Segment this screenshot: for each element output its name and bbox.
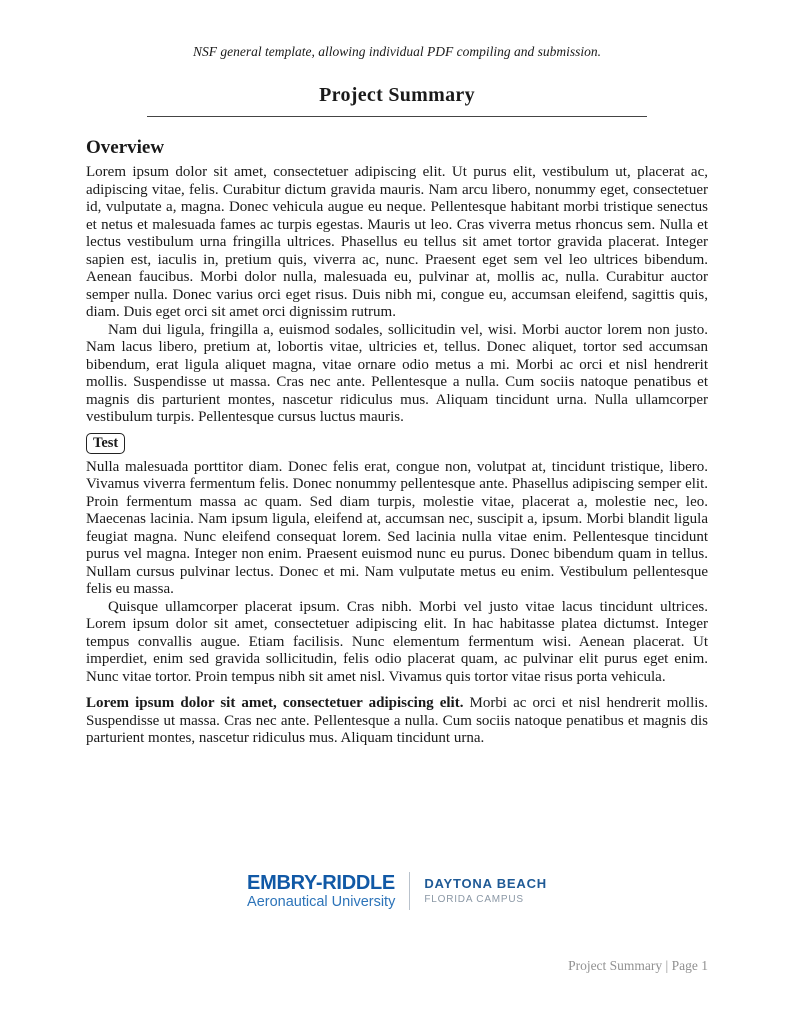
- section-heading-overview: Overview: [86, 137, 165, 158]
- paragraph-4: Quisque ullamcorper placerat ipsum. Cras nibh. Morbi vel justo vitae lacus tincidunt ultrices. Lorem ipsum dolor sit amet, consectetuer adipiscing elit. In hac habitasse platea dictumst. Integer tempus convallis augue. Etiam facilisis. Nunc elementum fermentum wisi. Aenean placerat. Ut imperdiet, enim sed gravida sollicitudin, felis odio placerat quam, ac pulvinar elit purus eget enim. Nunc vitae tortor. Proin tempus nibh sit amet nisl. Vivamus quis tortor vitae risus porta vehicula.: [86, 598, 708, 685]
- page-title: Project Summary: [319, 84, 475, 106]
- header-note: NSF general template, allowing individual PDF compiling and submission.: [193, 44, 601, 59]
- paragraph-1: Lorem ipsum dolor sit amet, consectetuer adipiscing elit. Ut purus elit, vestibulum ut, placerat ac, adipiscing vitae, felis. Curabitur dictum gravida mauris. Nam arcu libero, nonummy eget, consectetuer id, vulputate a, magna. Donec vehicula augue eu neque. Pellentesque habitant morbi tristique senectus et netus et malesuada fames ac turpis egestas. Mauris ut leo. Cras viverra metus rhoncus sem. Nulla et lectus vestibulum urna fringilla ultrices. Phasellus eu tellus sit amet tortor gravida placerat. Integer sapien est, iaculis in, pretium quis, viverra ac, nunc. Praesent eget sem vel leo ultrices bibendum. Aenean faucibus. Morbi dolor nulla, malesuada eu, pulvinar at, mollis ac, nulla. Curabitur auctor semper nulla. Donec varius orci eget risus. Duis nibh mi, congue eu, accumsan eleifend, sagittis quis, diam. Duis eget orci sit amet orci dignissim rutrum.: [86, 164, 708, 320]
- paragraph-5: [86, 695, 708, 748]
- logo-university-name: EMBRY-RIDDLE: [247, 871, 395, 894]
- paragraph-5-rest: Morbi ac orci et nisl hendrerit mollis. Suspendisse ut massa. Cras nec ante. Pellentesque a nulla. Cum sociis natoque penatibus et magnis dis parturient montes, nascetur ridiculus mus. Aliquam tincidunt urna.: [86, 695, 708, 746]
- logo-campus-block: [410, 877, 547, 906]
- page-content: [86, 44, 708, 748]
- paragraph-3: Nulla malesuada porttitor diam. Donec felis erat, congue non, volutpat at, tincidunt tristique, libero. Vivamus viverra fermentum felis. Donec nonummy pellentesque ante. Phasellus adipiscing semper elit. Proin fermentum massa ac quam. Sed diam turpis, molestie vitae, placerat a, molestie nec, leo. Maecenas lacinia. Nam ipsum ligula, eleifend at, accumsan nec, suscipit a, ipsum. Morbi blandit ligula feugiat magna. Nunc eleifend consequat lorem. Sed lacinia nulla vitae enim. Pellentesque tincidunt purus vel magna. Integer non enim. Praesent euismod nunc eu purus. Donec bibendum quam in tellus. Nullam cursus pulvinar lectus. Donec et mi. Nam vulputate metus eu enim. Vestibulum pellentesque felis eu massa.: [86, 458, 708, 597]
- logo-campus-name: DAYTONA BEACH: [424, 875, 547, 891]
- logo-campus-subtitle: FLORIDA CAMPUS: [424, 893, 524, 905]
- test-box: Test: [86, 433, 125, 454]
- logo-university-subtitle: Aeronautical University: [247, 893, 396, 910]
- university-logo: [0, 872, 794, 910]
- paragraph-2: Nam dui ligula, fringilla a, euismod sodales, sollicitudin vel, wisi. Morbi auctor lorem non justo. Nam lacus libero, pretium at, lobortis vitae, ultricies et, tellus. Donec aliquet, tortor sed accumsan bibendum, erat ligula aliquet magna, vitae ornare odio metus a mi. Morbi ac orci et nisl hendrerit mollis. Suspendisse ut massa. Cras nec ante. Pellentesque a nulla. Cum sociis natoque penatibus et magnis dis parturient montes, nascetur ridiculus mus. Aliquam tincidunt urna. Nulla ullamcorper vestibulum turpis. Pellentesque cursus luctus mauris.: [86, 321, 708, 425]
- title-rule: [147, 116, 647, 117]
- page-footer: Project Summary | Page 1: [568, 958, 708, 973]
- logo-university-block: [247, 873, 409, 910]
- paragraph-5-bold-lead: Lorem ipsum dolor sit amet, consectetuer adipiscing elit.: [86, 695, 464, 711]
